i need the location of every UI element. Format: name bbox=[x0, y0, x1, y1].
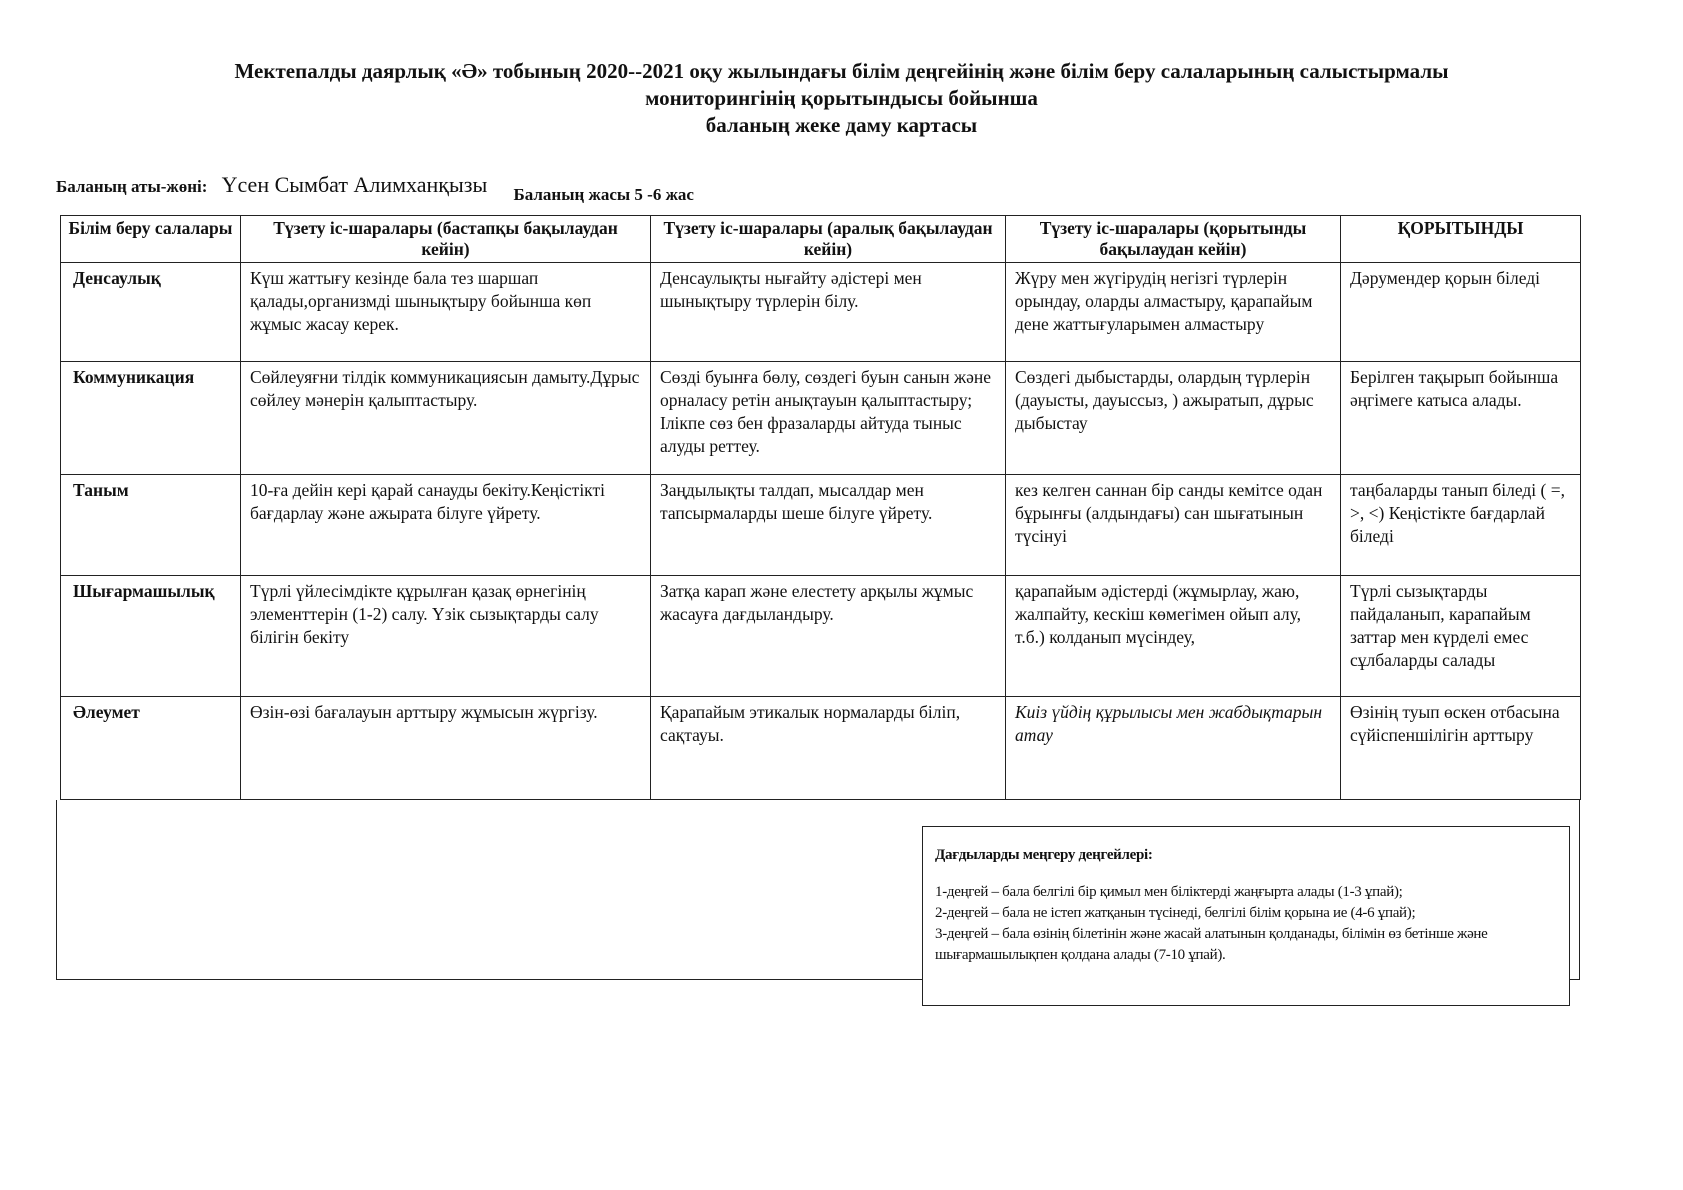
initial-cell: Түрлі үйлесімдікте құрылған қазақ өрнегінің элементтерін (1-2) салу. Үзік сызықтарды салу білігін бекіту bbox=[241, 575, 651, 696]
initial-cell: Өзін-өзі бағалауын арттыру жұмысын жүргізу. bbox=[241, 697, 651, 800]
initial-cell: 10-ға дейін кері қарай санауды бекіту.Кеңістікті бағдарлау және ажырата білуге үйрету. bbox=[241, 474, 651, 575]
intermediate-cell: Сөзді буынға бөлу, сөздегі буын санын және орналасу ретін анықтауын қалыптастыру; Ілікпе сөз бен фразаларды айтуда тыныс алуды реттеу. bbox=[651, 361, 1006, 474]
result-cell: таңбаларды танып біледі ( =, >, <) Кеңістікте бағдарлай біледі bbox=[1341, 474, 1581, 575]
final-cell: кез келген саннан бір санды кемітсе одан бұрынғы (алдындағы) сан шығатынын түсінуі bbox=[1006, 474, 1341, 575]
title-line-3: баланың жеке даму картасы bbox=[705, 113, 978, 137]
result-cell: Берілген тақырып бойынша әңгімеге катыса алады. bbox=[1341, 361, 1581, 474]
result-cell: Түрлі сызықтарды пайдаланып, карапайым заттар мен күрделі емес сұлбаларды салады bbox=[1341, 575, 1581, 696]
initial-cell: Сөйлеуяғни тілдік коммуникациясын дамыту.Дұрыс сөйлеу мәнерін қалыптастыру. bbox=[241, 361, 651, 474]
header-areas: Білім беру салалары bbox=[61, 216, 241, 263]
area-cell: Таным bbox=[61, 474, 241, 575]
title-line-2: мониторингінің қорытындысы бойынша bbox=[645, 86, 1038, 110]
intermediate-cell: Заңдылықты талдап, мысалдар мен тапсырмаларды шеше білуге үйрету. bbox=[651, 474, 1006, 575]
header-final: Түзету іс-шаралары (қорытынды бақылаудан кейін) bbox=[1006, 216, 1341, 263]
child-age-label: Баланың жасы 5 -6 жас bbox=[513, 185, 694, 204]
legend-level-3: 3-деңгей – бала өзінің білетінін және жасай алатынын қолданады, білімін өз бетінше және шығармашылықпен қолдана алады (7-10 ұпай). bbox=[935, 926, 1488, 963]
area-cell: Әлеумет bbox=[61, 697, 241, 800]
area-cell: Коммуникация bbox=[61, 361, 241, 474]
child-name-label: Баланың аты-жөні: bbox=[56, 177, 208, 196]
table-row bbox=[61, 575, 1581, 696]
table-row bbox=[61, 361, 1581, 474]
intermediate-cell: Затқа карап және елестету арқылы жұмыс жасауға дағдыландыру. bbox=[651, 575, 1006, 696]
document-title bbox=[0, 58, 1683, 139]
legend-level-2: 2-деңгей – бала не істеп жатқанын түсінеді, белгілі білім қорына ие (4-6 ұпай); bbox=[935, 905, 1416, 921]
title-line-1: Мектепалды даярлық «Ә» тобының 2020--2021 оқу жылындағы білім деңгейінің және білім беру салаларының салыстырмалы bbox=[234, 59, 1449, 83]
intermediate-cell: Қарапайым этикалык нормаларды біліп, сақтауы. bbox=[651, 697, 1006, 800]
area-cell: Шығармашылық bbox=[61, 575, 241, 696]
legend-title: Дағдыларды меңгеру деңгейлері: bbox=[935, 847, 1153, 863]
final-cell: қарапайым әдістерді (жұмырлау, жаю, жалпайту, кескіш көмегімен ойып алу, т.б.) колданып мүсіндеу, bbox=[1006, 575, 1341, 696]
result-cell: Дәрумендер қорын біледі bbox=[1341, 263, 1581, 362]
legend-level-1: 1-деңгей – бала белгілі бір қимыл мен біліктерді жаңғырта алады (1-3 ұпай); bbox=[935, 884, 1403, 900]
result-cell: Өзінің туып өскен отбасына сүйіспеншілігін арттыру bbox=[1341, 697, 1581, 800]
header-result: ҚОРЫТЫНДЫ bbox=[1341, 216, 1581, 263]
skill-levels-legend bbox=[922, 826, 1570, 1006]
child-info bbox=[56, 172, 694, 204]
intermediate-cell: Денсаулықты нығайту әдістері мен шынықтыру түрлерін білу. bbox=[651, 263, 1006, 362]
initial-cell: Күш жаттығу кезінде бала тез шаршап қалады,организмді шынықтыру бойынша көп жұмыс жасау керек. bbox=[241, 263, 651, 362]
table-row bbox=[61, 263, 1581, 362]
table-row bbox=[61, 474, 1581, 575]
table-header-row bbox=[61, 216, 1581, 263]
final-cell: Киіз үйдің құрылысы мен жабдықтарын атау bbox=[1006, 697, 1341, 800]
final-cell: Жүру мен жүгірудің негізгі түрлерін орындау, оларды алмастыру, қарапайым дене жаттығуларымен алмастыру bbox=[1006, 263, 1341, 362]
table-row bbox=[61, 697, 1581, 800]
development-map-table bbox=[60, 215, 1581, 800]
header-initial: Түзету іс-шаралары (бастапқы бақылаудан кейін) bbox=[241, 216, 651, 263]
area-cell: Денсаулық bbox=[61, 263, 241, 362]
header-intermediate: Түзету іс-шаралары (аралық бақылаудан кейін) bbox=[651, 216, 1006, 263]
child-name-value: Үсен Сымбат Алимханқызы bbox=[221, 172, 488, 197]
final-cell: Сөздегі дыбыстарды, олардың түрлерін (дауысты, дауыссыз, ) ажыратып, дұрыс дыбыстау bbox=[1006, 361, 1341, 474]
